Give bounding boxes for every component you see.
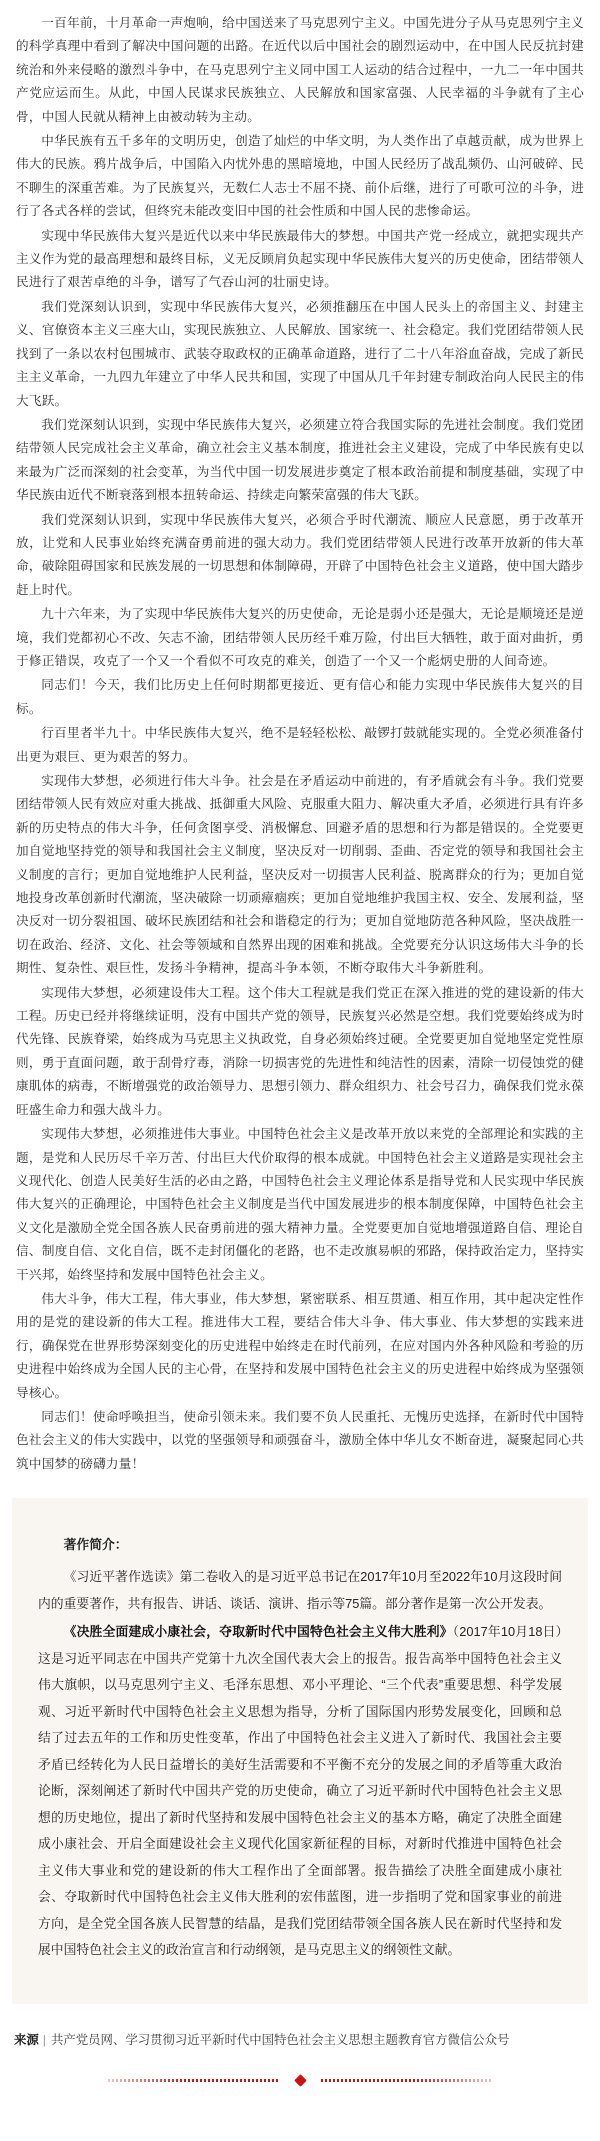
book-introduction-box [12,1498,588,2004]
source-separator: | [42,2032,46,2047]
article-paragraph: 同志们！今天，我们比历史上任何时期都更接近、更有信心和能力实现中华民族伟大复兴的目标。 [16,678,584,716]
article-paragraph: 伟大斗争，伟大工程，伟大事业，伟大梦想，紧密联系、相互贯通、相互作用，其中起决定性作用的是党的建设新的伟大工程。推进伟大工程，要结合伟大斗争、伟大事业、伟大梦想的实践来进行，确保党在世界形势深刻变化的历史进程中始终走在时代前列，在应对国内外各种风险和考验的历史进程中始终成为全国人民的主心骨，在坚持和发展中国特色社会主义的历史进程中始终成为坚强领导核心。 [16,1291,584,1400]
article-paragraph: 一百年前，十月革命一声炮响，给中国送来了马克思列宁主义。中国先进分子从马克思列宁主义的科学真理中看到了解决中国问题的出路。在近代以后中国社会的剧烈运动中，在中国人民反抗封建统治和外来侵略的激烈斗争中，在马克思列宁主义同中国工人运动的结合过程中，一九二一年中国共产党应运而生。从此，中国人民谋求民族独立、人民解放和国家富强、人民幸福的斗争就有了主心骨，中国人民就从精神上由被动转为主动。 [16,16,584,124]
source-attribution [0,2004,600,2050]
article-paragraph: 我们党深刻认识到，实现中华民族伟大复兴，必须推翻压在中国人民头上的帝国主义、封建主义、官僚资本主义三座大山，实现民族独立、人民解放、国家统一、社会稳定。我们党团结带领人民找到了一条以农村包围城市、武装夺取政权的正确革命道路，进行了二十八年浴血奋战，完成了新民主主义革命，一九四九年建立了中华人民共和国，实现了中国从几千年封建专制政治向人民民主的伟大飞跃。 [16,299,584,408]
source-text: 共产党员网、学习贯彻习近平新时代中国特色社会主义思想主题教育官方微信公众号 [51,2032,510,2047]
diamond-icon [294,2074,307,2087]
work-description: （2017年10月18日）这是习近平同志在中国共产党第十九次全国代表大会上的报告。报告高举中国特色社会主义伟大旗帜，以马克思列宁主义、毛泽东思想、邓小平理论、“三个代表”重要思想、科学发展观、习近平新时代中国特色社会主义思想为指导，分析了国际国内形势发展变化，回顾和总结了过去五年的工作和历史性变革，作出了中国特色社会主义进入了新时代、我国社会主要矛盾已经转化为人民日益增长的美好生活需要和不平衡不充分的发展之间的矛盾等重大政治论断，深刻阐述了新时代中国共产党的历史使命，确立了习近平新时代中国特色社会主义思想的历史地位，提出了新时代坚持和发展中国特色社会主义的基本方略，确定了决胜全面建成小康社会、开启全面建设社会主义现代化国家新征程的目标，对新时代推进中国特色社会主义伟大事业和党的建设新的伟大工程作出了全面部署。报告描绘了决胜全面建成小康社会、夺取新时代中国特色社会主义伟大胜利的宏伟蓝图，进一步指明了党和国家事业的前进方向，是全党全国各族人民智慧的结晶，是我们党团结带领全国各族人民在新时代坚持和发展中国特色社会主义的政治宣言和行动纲领，是马克思主义的纲领性文献。 [38,1624,562,1958]
dashed-line-left-icon [108,2079,280,2082]
article-paragraph: 九十六年来，为了实现中华民族伟大复兴的历史使命，无论是弱小还是强大，无论是顺境还是逆境，我们党都初心不改、矢志不渝，团结带领人民历经千难万险，付出巨大牺牲，敢于面对曲折，勇于修正错误，攻克了一个又一个看似不可攻克的难关，创造了一个又一个彪炳史册的人间奇迹。 [16,607,584,668]
article-paragraph: 我们党深刻认识到，实现中华民族伟大复兴，必须建立符合我国实际的先进社会制度。我们党团结带领人民完成社会主义革命，确立社会主义基本制度，推进社会主义建设，完成了中华民族有史以来最为广泛而深刻的社会变革，为当代中国一切发展进步奠定了根本政治前提和制度基础，实现了中华民族由近代不断衰落到根本扭转命运、持续走向繁荣富强的伟大飞跃。 [16,417,584,503]
article-paragraph: 同志们！使命呼唤担当，使命引领未来。我们要不负人民重托、无愧历史选择，在新时代中国特色社会主义的伟大实践中，以党的坚强领导和顽强奋斗，激励全体中华儿女不断奋进，凝聚起同心共筑中国梦的磅礴力量！ [16,1409,584,1471]
article-paragraph: 我们党深刻认识到，实现中华民族伟大复兴，必须合乎时代潮流、顺应人民意愿，勇于改革开放，让党和人民事业始终充满奋勇前进的强大动力。我们党团结带领人民进行改革开放新的伟大革命，破除阻碍国家和民族发展的一切思想和体制障碍，开辟了中国特色社会主义道路，使中国大踏步赶上时代。 [16,512,584,597]
dashed-line-right-icon [321,2079,493,2082]
article-paragraph: 实现伟大梦想，必须进行伟大斗争。社会是在矛盾运动中前进的，有矛盾就会有斗争。我们党要团结带领人民有效应对重大挑战、抵御重大风险、克服重大阻力、解决重大矛盾，必须进行具有许多新的历史特点的伟大斗争，任何贪图享受、消极懈怠、回避矛盾的思想和行为都是错误的。全党要更加自觉地坚持党的领导和我国社会主义制度，坚决反对一切削弱、歪曲、否定党的领导和我国社会主义制度的言行；更加自觉地维护人民利益，坚决反对一切损害人民利益、脱离群众的行为；更加自觉地投身改革创新时代潮流，坚决破除一切顽瘴痼疾；更加自觉地维护我国主权、安全、发展利益，坚决反对一切分裂祖国、破坏民族团结和社会和谐稳定的行为；更加自觉地防范各种风险，坚决战胜一切在政治、经济、文化、社会等领域和自然界出现的困难和挑战。全党要充分认识这场伟大斗争的长期性、复杂性、艰巨性，发扬斗争精神，提高斗争本领，不断夺取伟大斗争新胜利。 [16,774,584,976]
article-body [0,12,600,1476]
intro-paragraph-report [38,1619,562,1964]
article-paragraph: 中华民族有五千多年的文明历史，创造了灿烂的中华文明，为人类作出了卓越贡献，成为世界上伟大的民族。鸦片战争后，中国陷入内忧外患的黑暗境地，中国人民经历了战乱频仍、山河破碎、民不聊生的深重苦难。为了民族复兴，无数仁人志士不屈不挠、前仆后继，进行了可歌可泣的斗争，进行了各式各样的尝试，但终究未能改变旧中国的社会性质和中国人民的悲惨命运。 [16,134,584,219]
intro-heading: 著作简介： [63,1537,128,1553]
article-paragraph: 实现伟大梦想，必须推进伟大事业。中国特色社会主义是改革开放以来党的全部理论和实践的主题，是党和人民历尽千辛万苦、付出巨大代价取得的根本成就。中国特色社会主义道路是实现社会主义现代化、创造人民美好生活的必由之路，中国特色社会主义理论体系是指导党和人民实现中华民族伟大复兴的正确理论，中国特色社会主义制度是当代中国发展进步的根本制度保障，中国特色社会主义文化是激励全党全国各族人民奋勇前进的强大精神力量。全党要更加自觉地增强道路自信、理论自信、制度自信、文化自信，既不走封闭僵化的老路，也不走改旗易帜的邪路，保持政治定力，坚持实干兴邦，始终坚持和发展中国特色社会主义。 [16,1127,584,1282]
article-paragraph: 实现中华民族伟大复兴是近代以来中华民族最伟大的梦想。中国共产党一经成立，就把实现共产主义作为党的最高理想和最终目标，义无反顾肩负起实现中华民族伟大复兴的历史使命，团结带领人民进行了艰苦卓绝的斗争，谱写了气吞山河的壮丽史诗。 [16,228,584,290]
intro-paragraph-volume: 《习近平著作选读》第二卷收入的是习近平总书记在2017年10月至2022年10月这段时间内的重要著作，共有报告、讲话、谈话、演讲、指示等75篇。部分著作是第一次公开发表。 [38,1569,562,1611]
article-paragraph: 实现伟大梦想，必须建设伟大工程。这个伟大工程就是我们党正在深入推进的党的建设新的伟大工程。历史已经并将继续证明，没有中国共产党的领导，民族复兴必然是空想。我们党要始终成为时代先锋、民族脊梁，始终成为马克思主义执政党，自身必须始终过硬。全党要更加自觉地坚定党性原则，勇于直面问题，敢于刮骨疗毒，消除一切损害党的先进性和纯洁性的因素，清除一切侵蚀党的健康肌体的病毒，不断增强党的政治领导力、思想引领力、群众组织力、社会号召力，确保我们党永葆旺盛生命力和强大战斗力。 [16,985,584,1117]
work-title: 《决胜全面建成小康社会，夺取新时代中国特色社会主义伟大胜利》 [63,1624,453,1640]
source-label: 来源 [14,2032,39,2047]
article-paragraph: 行百里者半九十。中华民族伟大复兴，绝不是轻轻松松、敲锣打鼓就能实现的。全党必须准备付出更为艰巨、更为艰苦的努力。 [16,726,584,764]
decorative-divider [0,2050,600,2103]
